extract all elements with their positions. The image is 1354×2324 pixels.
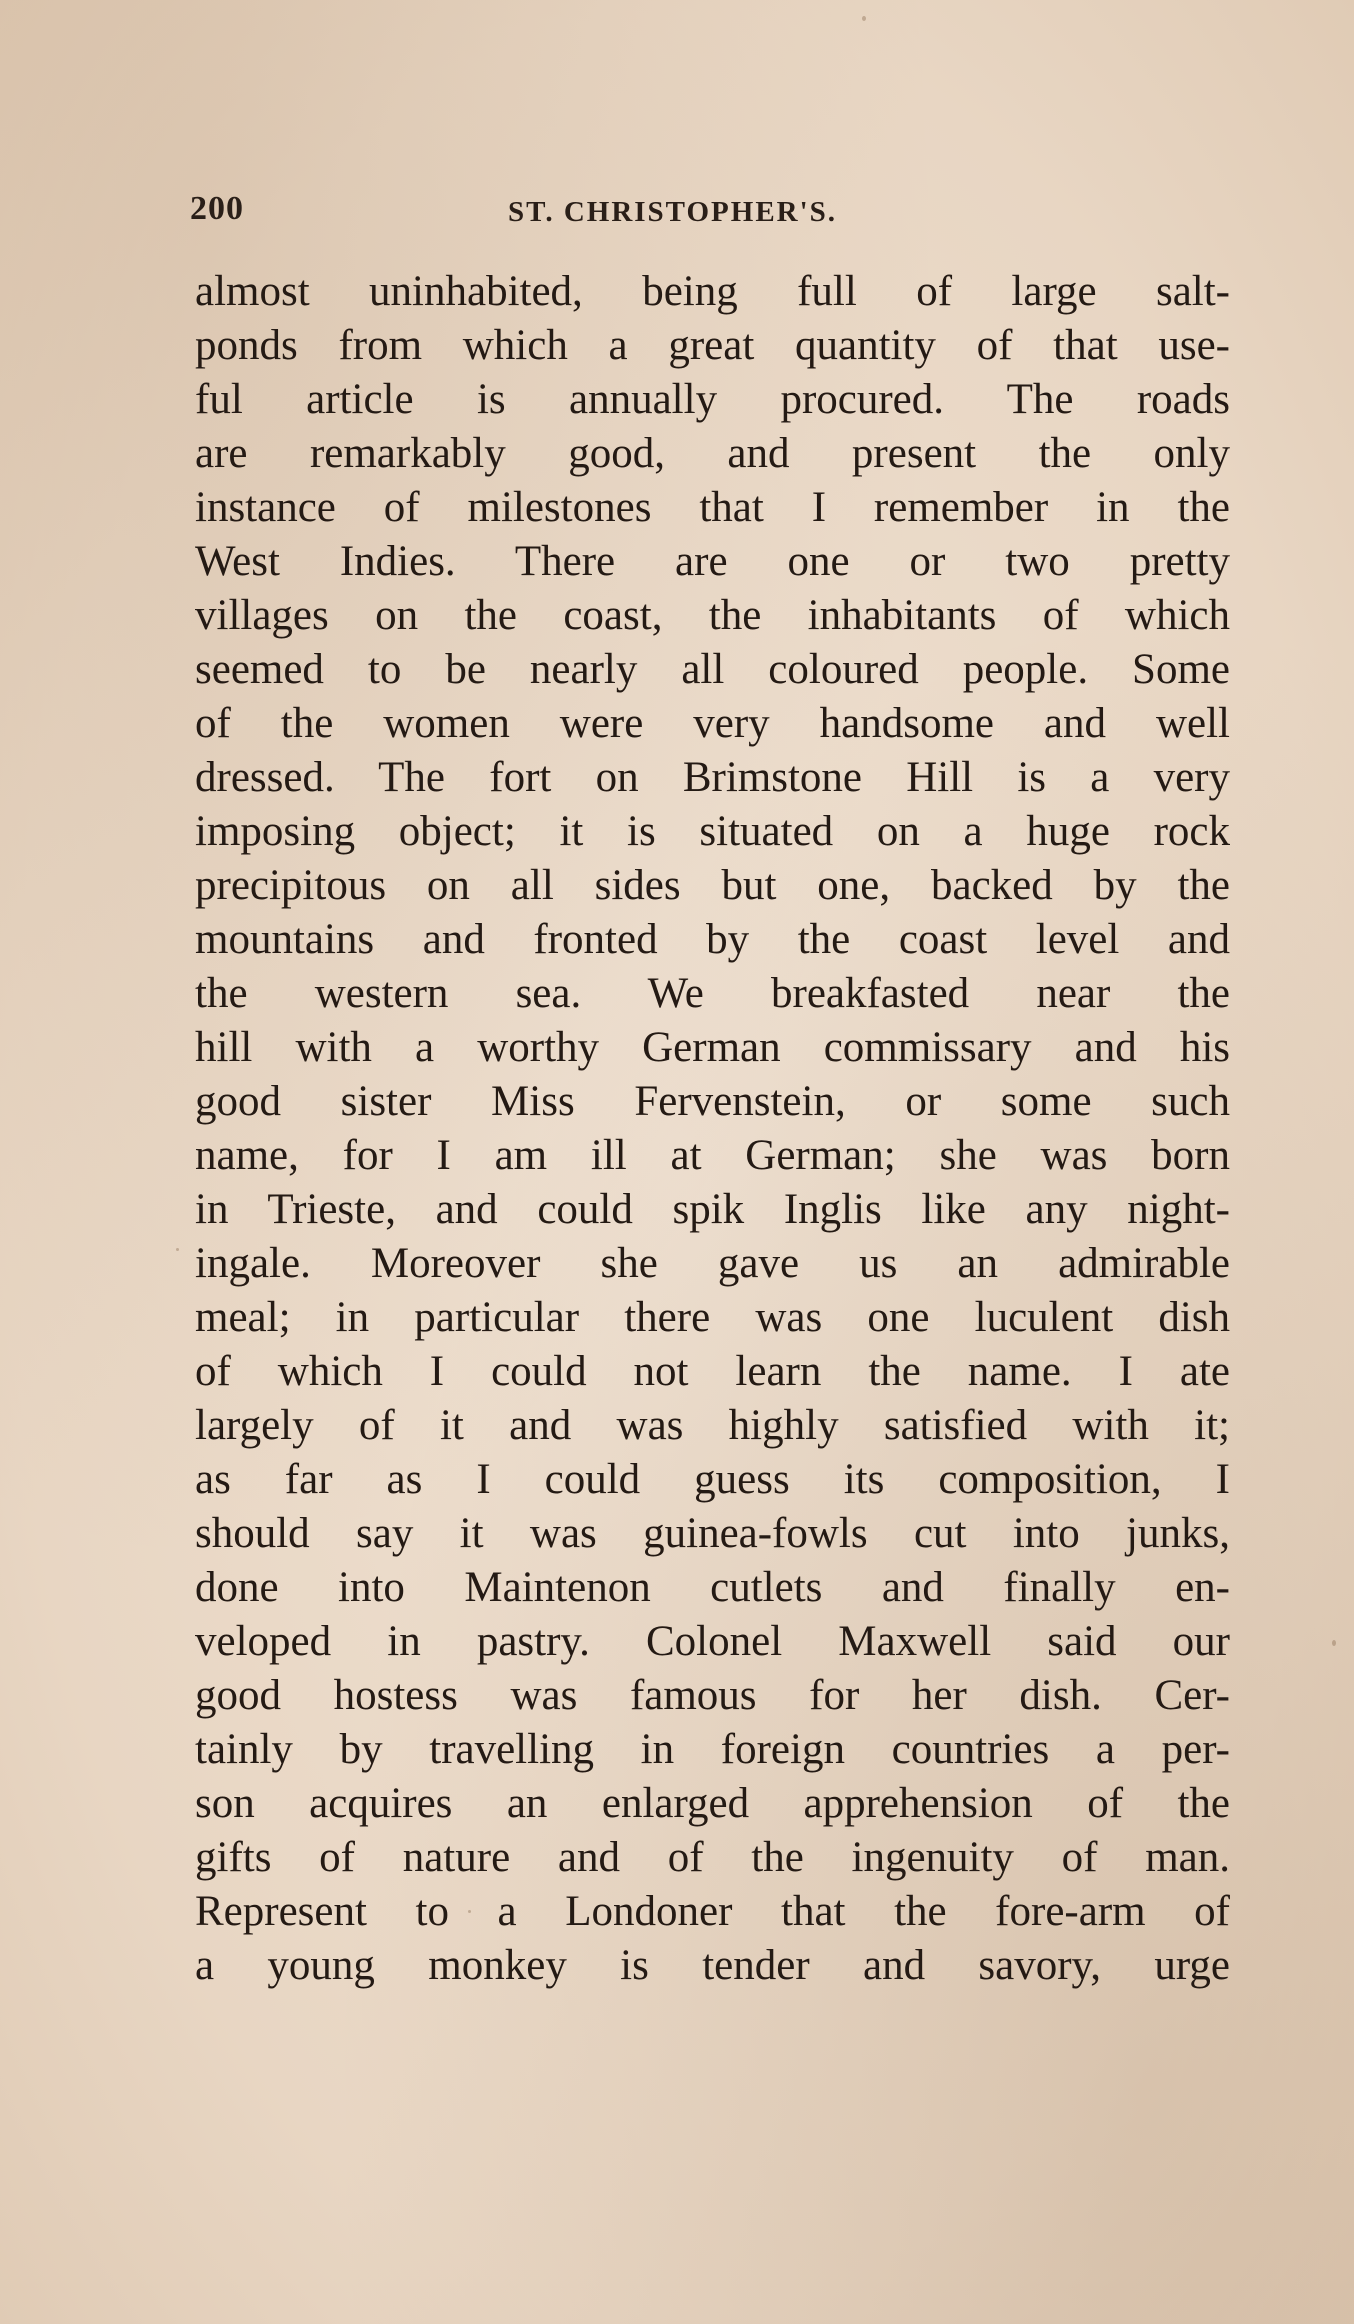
- text-line: dressed. The fort on Brimstone Hill is a very: [195, 754, 1230, 801]
- text-line: tainly by travelling in foreign countries a per-: [195, 1726, 1230, 1773]
- text-line: a young monkey is tender and savory, urge: [195, 1942, 1230, 1989]
- text-line: largely of it and was highly satisfied with it;: [195, 1402, 1230, 1449]
- text-line: precipitous on all sides but one, backed by the: [195, 862, 1230, 909]
- text-line: good hostess was famous for her dish. Cer-: [195, 1672, 1230, 1719]
- text-line: ponds from which a great quantity of that use-: [195, 322, 1230, 369]
- text-line: Represent to a Londoner that the fore-arm of: [195, 1888, 1230, 1935]
- text-line: in Trieste, and could spik Inglis like any night-: [195, 1186, 1230, 1233]
- paper-speck: [1332, 1640, 1336, 1646]
- paper-speck: [862, 16, 866, 21]
- text-line: mountains and fronted by the coast level and: [195, 916, 1230, 963]
- body-text: [195, 265, 1230, 1993]
- text-line: of which I could not learn the name. I ate: [195, 1348, 1230, 1395]
- text-line: almost uninhabited, being full of large salt-: [195, 268, 1230, 315]
- running-head: ST. CHRISTOPHER'S.: [508, 196, 838, 228]
- text-line: ingale. Moreover she gave us an admirable: [195, 1240, 1230, 1287]
- text-line: should say it was guinea-fowls cut into junks,: [195, 1510, 1230, 1557]
- text-line: villages on the coast, the inhabitants of which: [195, 592, 1230, 639]
- text-line: veloped in pastry. Colonel Maxwell said our: [195, 1618, 1230, 1665]
- text-line: instance of milestones that I remember in the: [195, 484, 1230, 531]
- text-line: name, for I am ill at German; she was born: [195, 1132, 1230, 1179]
- page-header: [190, 190, 1230, 240]
- text-line: of the women were very handsome and well: [195, 700, 1230, 747]
- text-line: hill with a worthy German commissary and his: [195, 1024, 1230, 1071]
- text-line: ful article is annually procured. The roads: [195, 376, 1230, 423]
- text-line: seemed to be nearly all coloured people. Some: [195, 646, 1230, 693]
- text-line: the western sea. We breakfasted near the: [195, 970, 1230, 1017]
- text-line: are remarkably good, and present the only: [195, 430, 1230, 477]
- page-number: 200: [190, 190, 244, 227]
- text-line: West Indies. There are one or two pretty: [195, 538, 1230, 585]
- paper-speck: [176, 1248, 179, 1251]
- text-line: as far as I could guess its composition, I: [195, 1456, 1230, 1503]
- text-line: imposing object; it is situated on a huge rock: [195, 808, 1230, 855]
- text-line: meal; in particular there was one luculent dish: [195, 1294, 1230, 1341]
- text-line: good sister Miss Fervenstein, or some such: [195, 1078, 1230, 1125]
- text-line: done into Maintenon cutlets and finally en-: [195, 1564, 1230, 1611]
- text-line: son acquires an enlarged apprehension of the: [195, 1780, 1230, 1827]
- text-line: gifts of nature and of the ingenuity of man.: [195, 1834, 1230, 1881]
